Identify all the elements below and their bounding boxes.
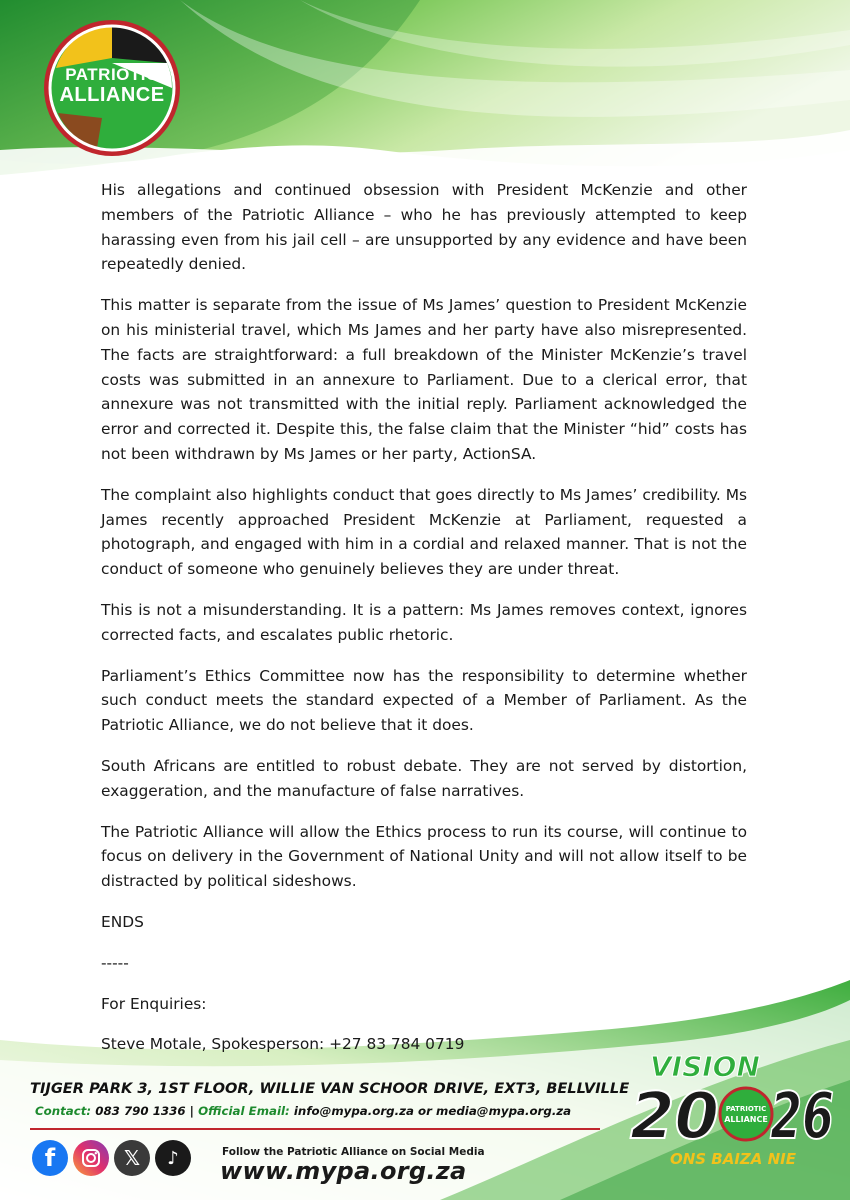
email-label: Official Email: bbox=[198, 1104, 290, 1118]
footer-address: TIJGER PARK 3, 1ST FLOOR, WILLIE VAN SCHOOR DRIVE, EXT3, BELLVILLE bbox=[30, 1080, 630, 1097]
paragraph: This matter is separate from the issue of Ms James’ question to President McKenzie on his ministerial travel, which Ms James and her party have also misrepresented. The facts are straightforward: a full breakdown of the Minister McKenzie’s travel costs was submitted in an annexure to Parliament. Due to a clerical error, that annexure was not transmitted with the initial reply. Parliament acknowledged the error and corrected it. Despite this, the false claim that the Minister “hid” costs has not been withdrawn by Ms James or her party, ActionSA. bbox=[101, 296, 747, 463]
paragraph: His allegations and continued obsession with President McKenzie and other members of the Patriotic Alliance – who he has previously attempted to keep harassing even from his jail cell – are unsupported by any evidence and have been repeatedly denied. bbox=[101, 181, 747, 274]
paragraph: Parliament’s Ethics Committee now has the responsibility to determine whether such conduct meets the standard expected of a Member of Parliament. As the Patriotic Alliance, we do not believe that it does. bbox=[101, 666, 747, 735]
mini-logo-icon bbox=[720, 1088, 772, 1140]
website-link[interactable]: www.mypa.org.za bbox=[220, 1157, 467, 1185]
facebook-icon[interactable]: f bbox=[32, 1140, 68, 1176]
vision-year-right: 26 bbox=[770, 1080, 834, 1154]
paragraph: South Africans are entitled to robust debate. They are not served by distortion, exaggeration, and the manufacture of false narratives. bbox=[101, 756, 747, 800]
tiktok-icon[interactable]: ♪ bbox=[155, 1140, 191, 1176]
contact-number: 083 790 1336 bbox=[95, 1104, 186, 1118]
vision-year-left: 20 bbox=[630, 1080, 720, 1154]
x-icon[interactable]: 𝕏 bbox=[114, 1140, 150, 1176]
paragraph: The Patriotic Alliance will allow the Ethics process to run its course, will continue to focus on delivery in the Government of National Unity and will not allow itself to be distracted by political sideshows. bbox=[101, 822, 747, 891]
social-links bbox=[32, 1140, 191, 1180]
logo-text-alliance: ALLIANCE bbox=[59, 84, 165, 106]
paragraph: This is not a misunderstanding. It is a pattern: Ms James removes context, ignores corrected facts, and escalates public rhetoric. bbox=[101, 600, 747, 644]
logo-text-patriotic: PATRIOTIC bbox=[65, 65, 159, 84]
vision-tagline: ONS BAIZA NIE bbox=[669, 1150, 797, 1168]
enquiries-label: For Enquiries: bbox=[101, 994, 207, 1013]
contact-label: Contact: bbox=[35, 1104, 92, 1118]
footer-divider-line bbox=[30, 1128, 600, 1130]
instagram-icon[interactable] bbox=[73, 1140, 109, 1176]
footer-divider: | bbox=[189, 1104, 199, 1118]
statement-body bbox=[101, 178, 747, 1073]
vision-word: VISION bbox=[650, 1050, 760, 1083]
separator: ----- bbox=[101, 953, 129, 972]
contact-person: Steve Motale, Spokesperson: +27 83 784 0719 bbox=[101, 1035, 465, 1054]
mini-logo-line2: ALLIANCE bbox=[724, 1115, 768, 1124]
follow-social-text: Follow the Patriotic Alliance on Social Media bbox=[222, 1146, 485, 1158]
footer-contact bbox=[35, 1104, 571, 1118]
vision-2026-badge bbox=[628, 1046, 838, 1176]
email-addresses[interactable]: info@mypa.org.za or media@mypa.org.za bbox=[293, 1104, 572, 1118]
patriotic-alliance-logo bbox=[42, 18, 182, 158]
mini-logo-line1: PATRIOTIC bbox=[725, 1105, 767, 1113]
ends-marker: ENDS bbox=[101, 912, 144, 931]
paragraph: The complaint also highlights conduct that goes directly to Ms James’ credibility. Ms James recently approached President McKenzie at Parliament, requested a photograph, and engaged with him in a cordial and relaxed manner. That is not the conduct of someone who genuinely believes they are under threat. bbox=[101, 485, 747, 579]
